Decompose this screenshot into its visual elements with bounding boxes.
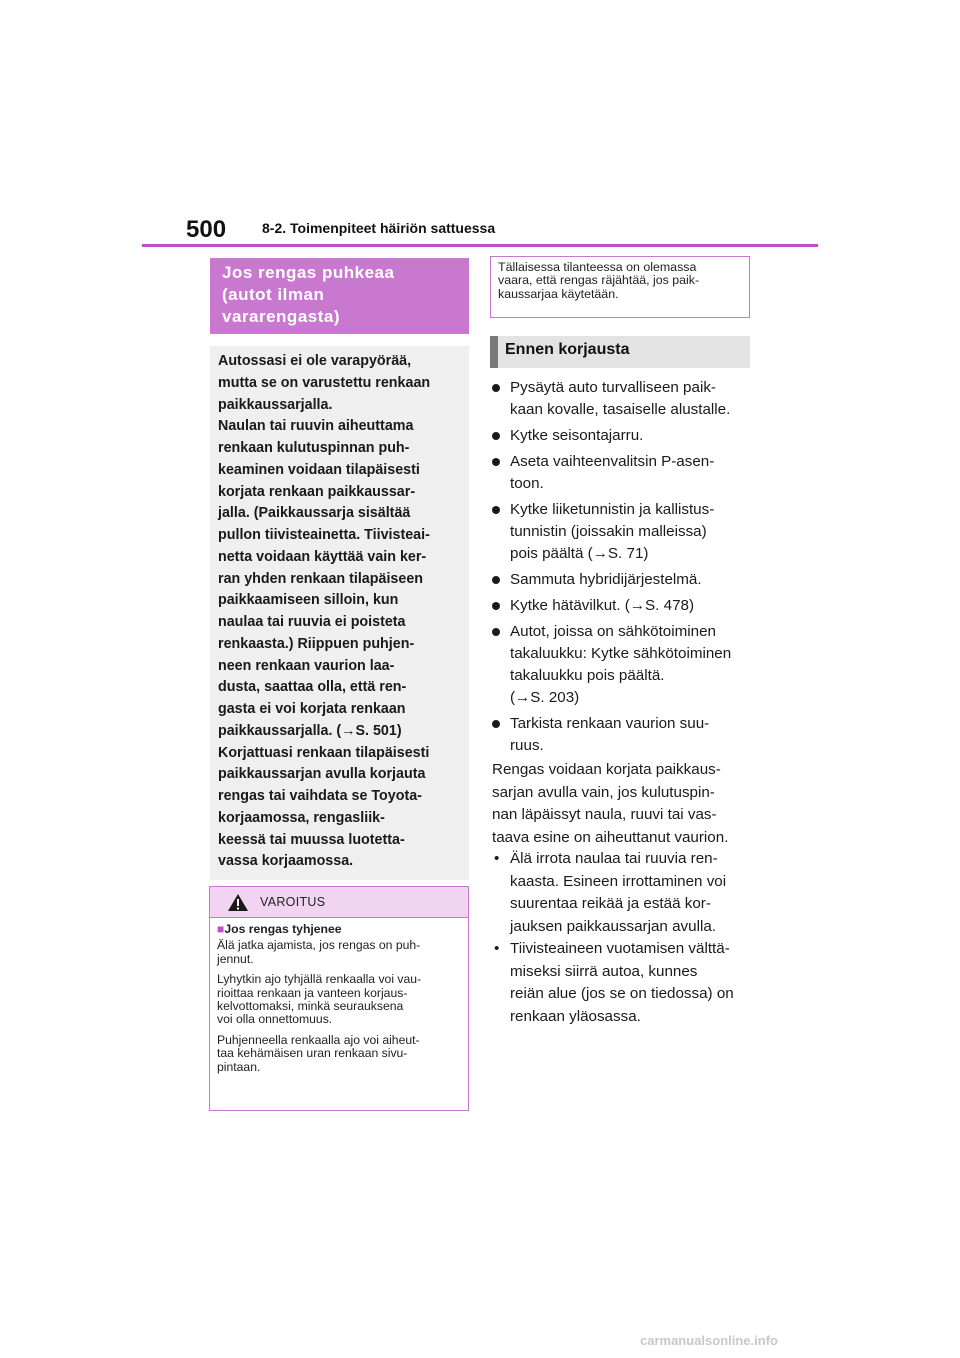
note-line: miseksi siirrä autoa, kunnes [510,962,698,980]
note-line: jauksen paikkaussarjan avulla. [510,917,716,935]
warning-header [210,887,468,918]
steps-list [492,377,756,761]
step-line: Kytke seisontajarru. [510,427,644,444]
topic-title-line: Jos rengas puhkeaa [222,263,395,282]
warning-paragraph-line: taa kehämäisen uran renkaan sivu- [217,1046,408,1061]
step-line: takaluukku pois päältä. [510,667,665,684]
note-line: Älä irrota naulaa tai ruuvia ren- [510,850,718,867]
warning-paragraph [217,1034,462,1074]
subsection-header: Ennen korjausta [490,336,750,368]
step-line: takaluukku: Kytke sähkötoiminen [510,645,732,662]
summary-line: korjaamossa, rengasliik- [218,809,385,826]
warning-paragraph-line: Lyhytkin ajo tyhjällä renkaalla voi vau- [217,972,422,987]
summary-line: Korjattuasi renkaan tilapäisesti [218,744,430,761]
step-line: Sammuta hybridijärjestelmä. [510,571,702,588]
step-line: toon. [510,475,544,492]
summary-line: jalla. (Paikkaussarja sisältää [218,505,411,522]
summary-line: paikkaussarjan avulla korjauta [218,766,426,783]
bullet-icon [492,628,500,636]
step-item [492,569,756,591]
step-line: Tarkista renkaan vaurion suu- [510,715,710,732]
header-rule [142,244,818,247]
warning-paragraph-line: kelvottomaksi, minkä seurauksena [217,999,404,1014]
warning-label: VAROITUS [260,895,326,909]
step-item [492,621,756,709]
summary-line: korjata renkaan paikkaussar- [218,483,416,500]
warning-paragraph-line: voi olla onnettomuus. [217,1012,333,1027]
summary-line: keessä tai muussa luotetta- [218,831,405,848]
bullet-icon [492,458,500,466]
step-item [492,425,756,447]
note-line: kaasta. Esineen irrottaminen voi [510,872,727,890]
step-line: pois päältä (→S. 71) [510,545,649,562]
summary-line: paikkaussarjalla. [218,396,333,413]
warning-subhead [217,923,462,936]
caution-line: vaara, että rengas räjähtää, jos paik- [498,273,700,288]
step-line: Kytke hätävilkut. (→S. 478) [510,597,695,614]
warning-triangle-icon [227,893,249,917]
warning-paragraph-line: jennut. [217,951,254,966]
caution-line: kaussarjaa käytetään. [498,286,619,301]
warning-body [210,918,468,1074]
topic-title-line: vararengasta) [222,307,341,326]
notes-list [492,848,756,1028]
dot-bullet-icon: • [494,940,500,957]
caution-box [490,256,750,318]
step-line: Aseta vaihteenvalitsin P-asen- [510,453,715,470]
summary-line: renkaan kulutuspinnan puh- [218,440,410,456]
bullet-icon [492,432,500,440]
warning-subhead-text: Jos rengas tyhjenee [224,922,342,936]
body-line: sarjan avulla vain, jos kulutuspin- [492,783,715,801]
step-item [492,499,756,565]
bullet-icon [492,506,500,514]
bullet-icon [492,576,500,584]
topic-header [210,258,469,334]
note-line: Tiivisteaineen vuotamisen välttä- [510,940,730,957]
summary-line: renkaasta.) Riippuen puhjen- [218,635,415,652]
body-line: nan läpäissyt naula, ruuvi tai vas- [492,806,717,823]
summary-line: Autossasi ei ole varapyörää, [218,353,412,369]
summary-line: netta voidaan käyttää vain ker- [218,548,427,565]
step-line: kaan kovalle, tasaiselle alustalle. [510,401,731,418]
bullet-icon [492,384,500,392]
summary-line: Naulan tai ruuvin aiheuttama [218,418,414,435]
summary-line: paikkaamiseen silloin, kun [218,592,399,609]
summary-box [210,346,469,880]
body-line: taava esine on aiheuttanut vaurion. [492,828,729,846]
warning-paragraph [217,939,462,966]
step-line: tunnistin (joissakin malleissa) [510,523,707,540]
summary-line: neen renkaan vaurion laa- [218,657,395,674]
step-item [492,595,756,617]
summary-line: keaminen voidaan tilapäisesti [218,461,420,478]
summary-line: naulaa tai ruuvia ei poisteta [218,614,406,630]
summary-line: dusta, saattaa olla, että ren- [218,679,407,696]
note-line: reiän alue (jos se on tiedossa) on [510,985,734,1002]
note-line: suurentaa reikää ja estää kor- [510,895,711,912]
note-item [492,848,756,938]
dot-bullet-icon: • [494,850,500,867]
square-bullet-icon: ■ [217,922,225,936]
step-line: (→S. 203) [510,689,580,706]
step-line: Kytke liiketunnistin ja kallistus- [510,501,715,518]
page-number: 500 [186,216,227,243]
body-paragraph [492,759,756,849]
summary-line: vassa korjaamossa. [218,853,354,870]
summary-line: mutta se on varustettu renkaan [218,374,431,391]
watermark: carmanualsonline.info [640,1333,778,1348]
bullet-icon [492,602,500,610]
note-item [492,938,756,1028]
topic-title-line: (autot ilman [222,285,325,304]
note-line: renkaan yläosassa. [510,1007,641,1025]
summary-line: pullon tiivisteainetta. Tiivisteai- [218,527,430,543]
warning-paragraph-line: Puhjenneella renkaalla ajo voi aiheut- [217,1032,420,1047]
warning-paragraph-line: Älä jatka ajamista, jos rengas on puh- [217,938,421,953]
summary-line: paikkaussarjalla. (→S. 501) [218,722,402,739]
step-line: ruus. [510,737,544,754]
summary-line: gasta ei voi korjata renkaan [218,701,406,717]
warning-paragraph [217,973,462,1027]
summary-line: rengas tai vaihdata se Toyota- [218,788,422,804]
warning-box [209,886,469,1111]
section-title: 8-2. Toimenpiteet häiriön sattuessa [262,220,496,236]
step-item [492,451,756,495]
body-line: Rengas voidaan korjata paikkaus- [492,761,721,778]
step-item [492,713,756,757]
warning-paragraph-line: rioittaa renkaan ja vanteen korjaus- [217,985,408,1000]
summary-line: ran yhden renkaan tilapäiseen [218,570,424,587]
caution-line: Tällaisessa tilanteessa on olemassa [498,260,697,274]
warning-paragraph-line: pintaan. [217,1059,261,1074]
step-line: Pysäytä auto turvalliseen paik- [510,379,716,396]
step-item [492,377,756,421]
step-line: Autot, joissa on sähkötoiminen [510,623,716,640]
bullet-icon [492,720,500,728]
